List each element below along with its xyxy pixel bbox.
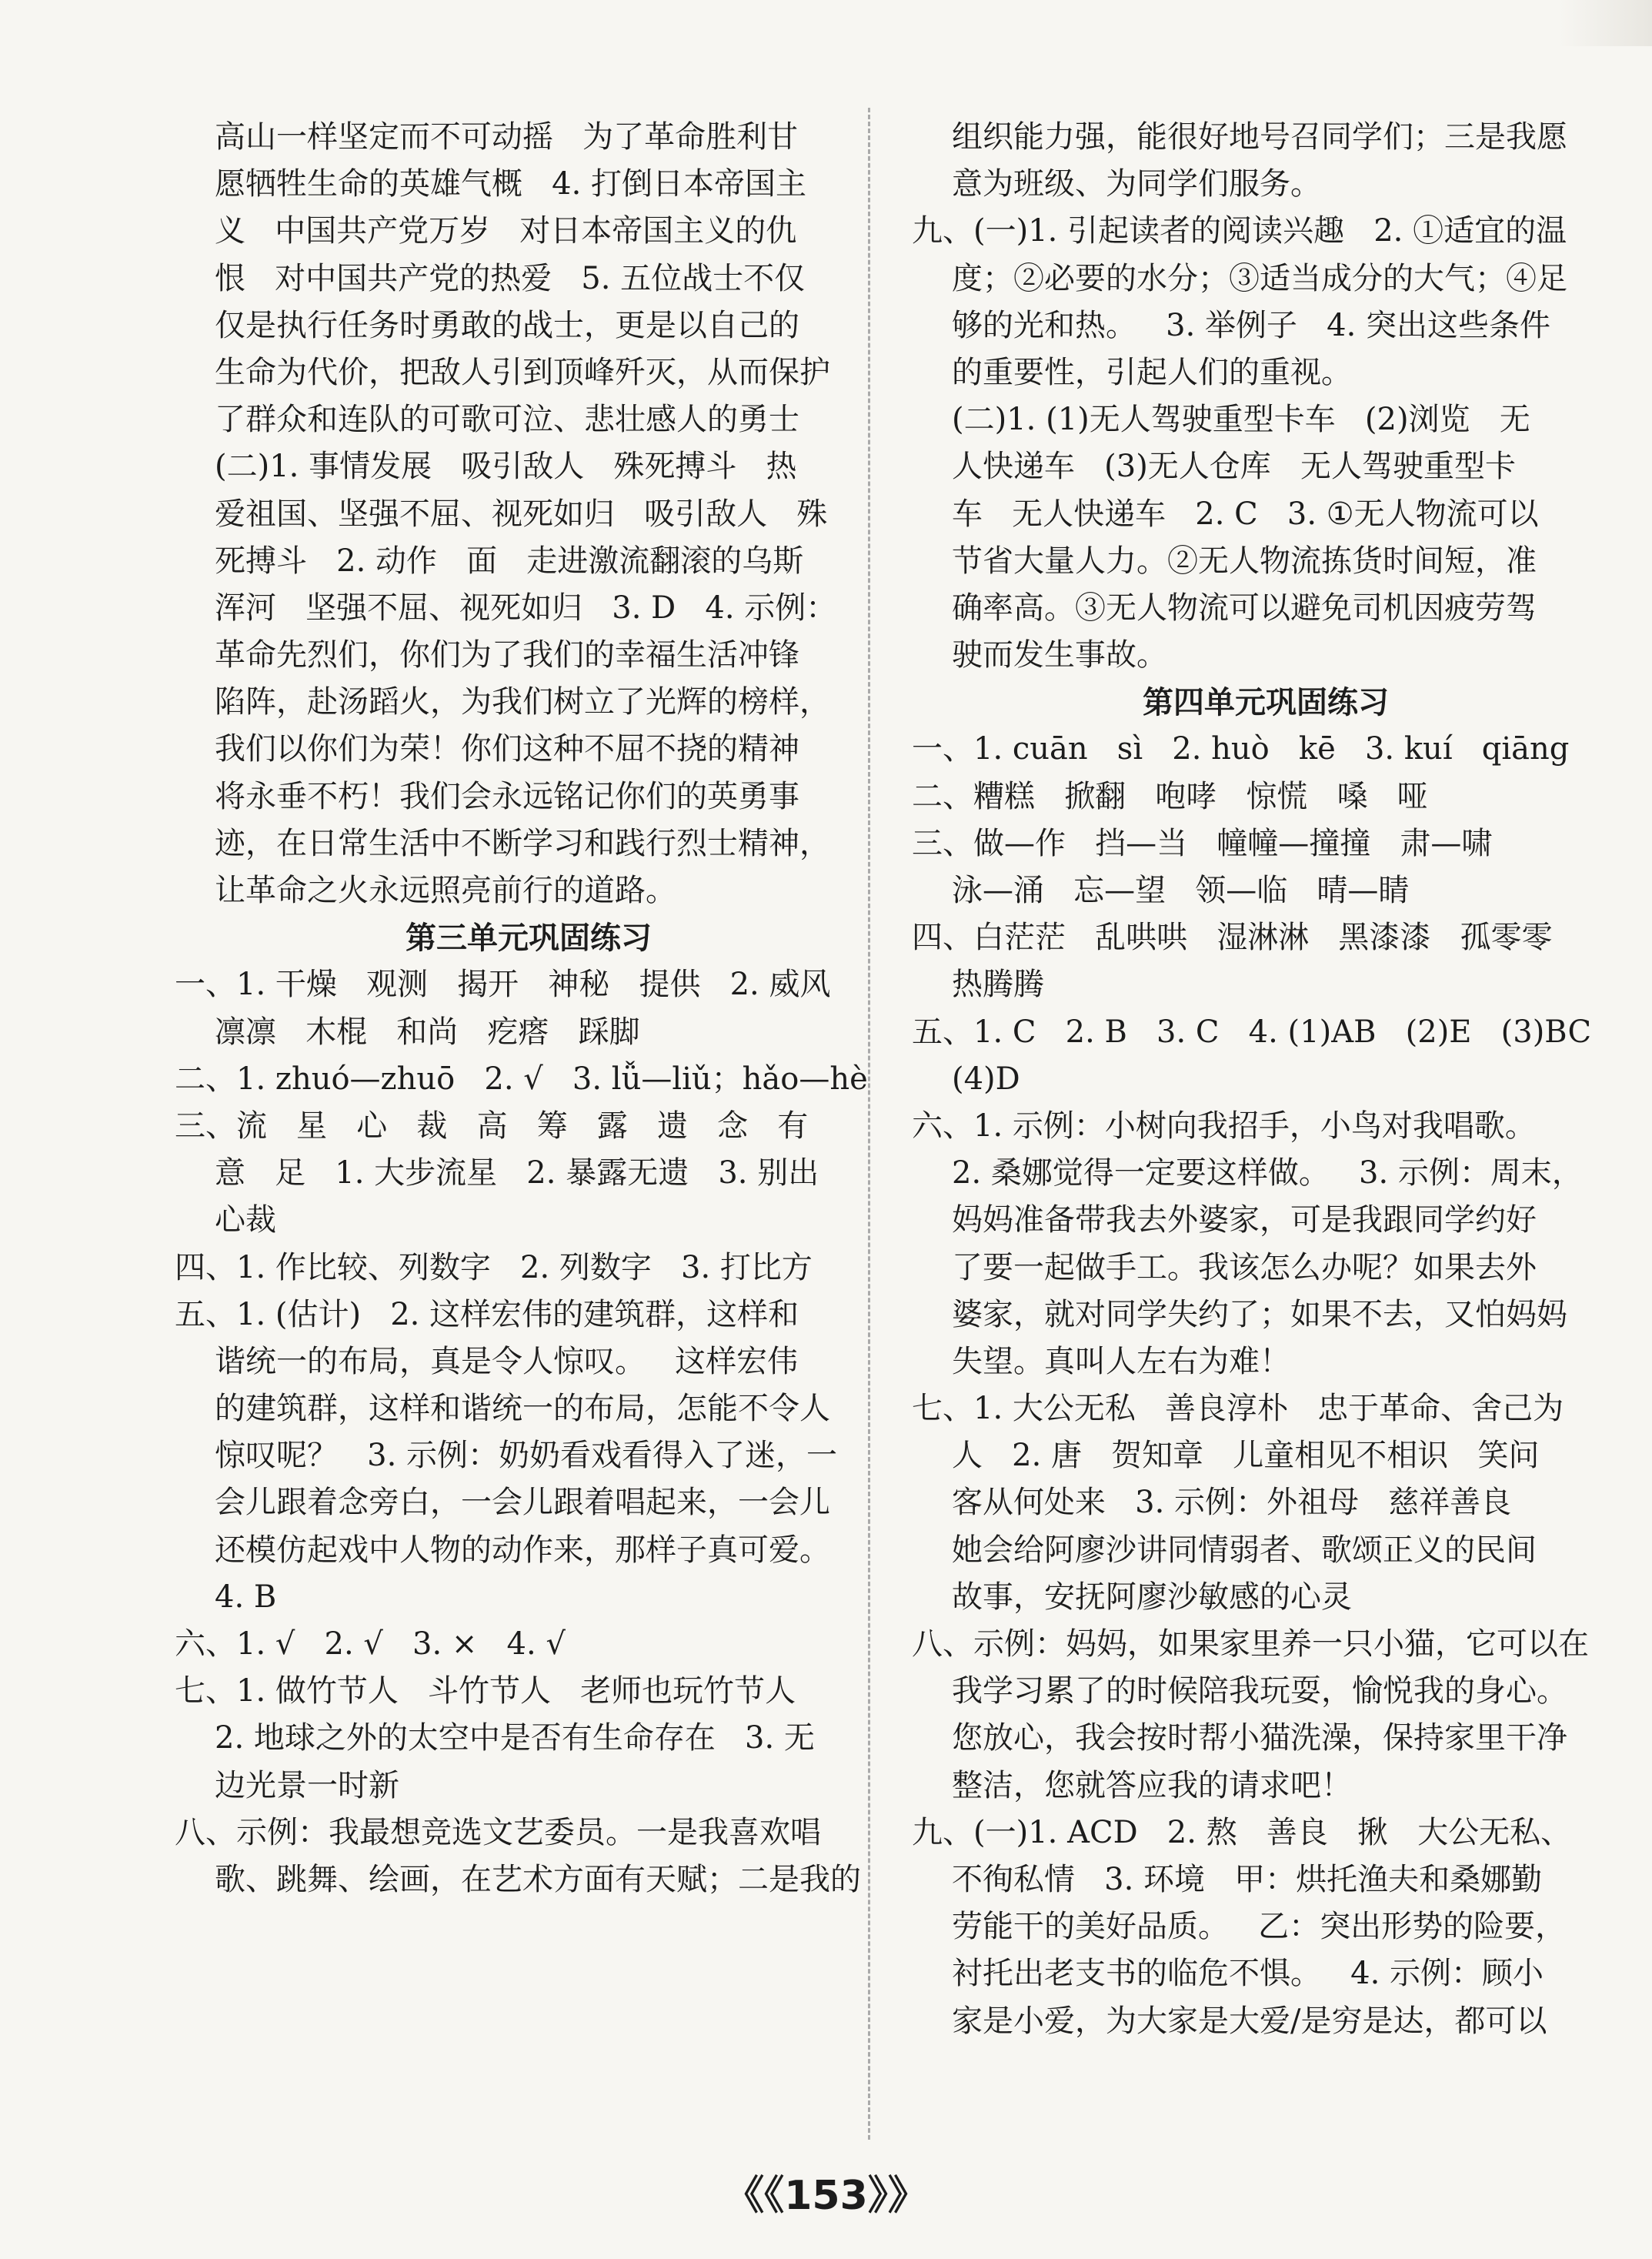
- section-heading: 第三单元巩固练习: [405, 920, 652, 957]
- answer-line: 人快递车 (3)无人仓库 无人驾驶重型卡: [952, 449, 1516, 485]
- answer-line: 我学习累了的时候陪我玩耍，愉悦我的身心。: [952, 1673, 1567, 1709]
- answer-line: 歌、跳舞、绘画，在艺术方面有天赋；二是我的: [215, 1861, 861, 1897]
- answer-line: 客从何处来 3. 示例：外祖母 慈祥善良: [952, 1485, 1512, 1521]
- answer-line: 了要一起做手工。我该怎么办呢？如果去外: [952, 1249, 1537, 1285]
- answer-line: 爱祖国、坚强不屈、视死如归 吸引敌人 殊: [215, 496, 828, 532]
- answer-line: 热腾腾: [952, 967, 1044, 1003]
- answer-line: 衬托出老支书的临危不惧。 4. 示例：顾小: [952, 1956, 1544, 1992]
- answer-line: 三、流 星 心 裁 高 筹 露 遗 念 有: [175, 1108, 809, 1144]
- page-number: 《《153》》: [724, 2173, 928, 2219]
- right-column: [912, 114, 1592, 2045]
- answer-line: 泳—涌 忘—望 领—临 晴—睛: [952, 873, 1410, 908]
- answer-line: 的重要性，引起人们的重视。: [952, 354, 1352, 390]
- column-divider: [868, 108, 870, 2140]
- answer-line: 革命先烈们，你们为了我们的幸福生活冲锋: [215, 637, 799, 673]
- answer-line: (4)D: [952, 1061, 1020, 1097]
- answer-line: 高山一样坚定而不可动摇 为了革命胜利甘: [215, 119, 799, 155]
- answer-line: 惊叹呢？ 3. 示例：奶奶看戏看得入了迷，一: [215, 1438, 838, 1474]
- answer-line: 的建筑群，这样和谐统一的布局，怎能不令人: [215, 1391, 830, 1427]
- answer-line: 4. B: [215, 1579, 277, 1615]
- answer-line: 心裁: [215, 1202, 276, 1238]
- answer-line: 意为班级、为同学们服务。: [952, 166, 1321, 202]
- answer-line: 人 2. 唐 贺知章 儿童相见不相识 笑问: [952, 1438, 1540, 1474]
- answer-line: 七、1. 做竹节人 斗竹节人 老师也玩竹节人: [175, 1673, 796, 1709]
- answer-line: 2. 地球之外的太空中是否有生命存在 3. 无: [215, 1720, 815, 1756]
- answer-line: 谐统一的布局，真是令人惊叹。 这样宏伟: [215, 1343, 799, 1379]
- section-heading: 第四单元巩固练习: [1143, 684, 1389, 721]
- answer-line: 六、1. √ 2. √ 3. × 4. √: [175, 1626, 566, 1662]
- answer-line: 一、1. 干燥 观测 揭开 神秘 提供 2. 威风: [175, 967, 831, 1003]
- answer-line: 生命为代价，把敌人引到顶峰歼灭，从而保护: [215, 354, 830, 390]
- answer-line: 浑河 坚强不屈、视死如归 3. D 4. 示例：: [215, 590, 837, 626]
- answer-line: 将永垂不朽！我们会永远铭记你们的英勇事: [215, 778, 799, 814]
- answer-line: 七、1. 大公无私 善良淳朴 忠于革命、舍己为: [912, 1391, 1564, 1427]
- answer-line: 了群众和连队的可歌可泣、悲壮感人的勇士: [215, 402, 799, 438]
- answer-line: 四、白茫茫 乱哄哄 湿淋淋 黑漆漆 孤零零: [912, 920, 1553, 956]
- answer-line: 陷阵，赴汤蹈火，为我们树立了光辉的榜样，: [215, 684, 830, 720]
- answer-line: 三、做—作 挡—当 幢幢—撞撞 肃—啸: [912, 825, 1493, 861]
- answer-line: 边光景一时新: [215, 1767, 399, 1803]
- answer-line: 不徇私情 3. 环境 甲：烘托渔夫和桑娜勤: [952, 1861, 1543, 1897]
- answer-line: 妈妈准备带我去外婆家，可是我跟同学约好: [952, 1202, 1537, 1238]
- corner-stamp: [1558, 0, 1652, 46]
- answer-line: 劳能干的美好品质。 乙：突出形势的险要，: [952, 1909, 1567, 1945]
- answer-line: 她会给阿廖沙讲同情弱者、歌颂正义的民间: [952, 1532, 1537, 1568]
- answer-line: 迹，在日常生活中不断学习和践行烈士精神，: [215, 825, 830, 861]
- answer-line: 仅是执行任务时勇敢的战士，更是以自己的: [215, 307, 799, 343]
- answer-line: 凛凛 木棍 和尚 疙瘩 踩脚: [215, 1014, 640, 1050]
- answer-line: 我们以你们为荣！你们这种不屈不挠的精神: [215, 731, 799, 767]
- answer-line: (二)1. (1)无人驾驶重型卡车 (2)浏览 无: [952, 402, 1530, 438]
- answer-line: (二)1. 事情发展 吸引敌人 殊死搏斗 热: [215, 449, 797, 485]
- answer-line: 二、1. zhuó—zhuō 2. √ 3. lǚ—liǔ；hǎo—hè: [175, 1061, 868, 1097]
- answer-line: 四、1. 作比较、列数字 2. 列数字 3. 打比方: [175, 1249, 813, 1285]
- answer-line: 还模仿起戏中人物的动作来，那样子真可爱。: [215, 1532, 830, 1568]
- answer-line: 2. 桑娜觉得一定要这样做。 3. 示例：周末，: [952, 1155, 1583, 1191]
- answer-line: 愿牺牲生命的英雄气概 4. 打倒日本帝国主: [215, 166, 807, 202]
- answer-line: 义 中国共产党万岁 对日本帝国主义的仇: [215, 213, 797, 249]
- left-column: [175, 114, 868, 1903]
- answer-line: 够的光和热。 3. 举例子 4. 突出这些条件: [952, 307, 1551, 343]
- answer-line: 九、(一)1. ACD 2. 熬 善良 揪 大公无私、: [912, 1814, 1572, 1850]
- answer-line: 节省大量人力。②无人物流拣货时间短，准: [952, 543, 1537, 579]
- answer-line: 意 足 1. 大步流星 2. 暴露无遗 3. 别出: [215, 1155, 819, 1191]
- answer-line: 度；②必要的水分；③适当成分的大气；④足: [952, 260, 1567, 296]
- answer-line: 车 无人快递车 2. C 3. ①无人物流可以: [952, 496, 1539, 532]
- answer-line: 六、1. 示例：小树向我招手，小鸟对我唱歌。: [912, 1108, 1536, 1144]
- answer-line: 死搏斗 2. 动作 面 走进激流翻滚的乌斯: [215, 543, 804, 579]
- answer-line: 一、1. cuān sì 2. huò kē 3. kuí qiāng: [912, 731, 1570, 767]
- answer-line: 五、1. (估计) 2. 这样宏伟的建筑群，这样和: [175, 1296, 799, 1332]
- answer-line: 组织能力强，能很好地号召同学们；三是我愿: [952, 119, 1567, 155]
- answer-line: 五、1. C 2. B 3. C 4. (1)AB (2)E (3)BC: [912, 1014, 1592, 1050]
- answer-line: 八、示例：我最想竞选文艺委员。一是我喜欢唱: [175, 1814, 821, 1850]
- answer-line: 恨 对中国共产党的热爱 5. 五位战士不仅: [215, 260, 806, 296]
- answer-line: 确率高。③无人物流可以避免司机因疲劳驾: [952, 590, 1537, 626]
- answer-line: 让革命之火永远照亮前行的道路。: [215, 873, 676, 908]
- answer-line: 您放心，我会按时帮小猫洗澡，保持家里干净: [952, 1720, 1567, 1756]
- answer-line: 失望。真叫人左右为难！: [952, 1343, 1290, 1379]
- answer-line: 八、示例：妈妈，如果家里养一只小猫，它可以在: [912, 1626, 1589, 1662]
- answer-line: 婆家，就对同学失约了；如果不去，又怕妈妈: [952, 1296, 1567, 1332]
- answer-line: 整洁，您就答应我的请求吧！: [952, 1767, 1352, 1803]
- answer-line: 会儿跟着念旁白，一会儿跟着唱起来，一会儿: [215, 1485, 830, 1521]
- answer-line: 故事，安抚阿廖沙敏感的心灵: [952, 1579, 1352, 1615]
- answer-line: 驶而发生事故。: [952, 637, 1167, 673]
- answer-line: 家是小爱，为大家是大爱/是穷是达，都可以: [952, 2003, 1547, 2039]
- answer-line: 九、(一)1. 引起读者的阅读兴趣 2. ①适宜的温: [912, 213, 1567, 249]
- answer-line: 二、糟糕 掀翻 咆哮 惊慌 嗓 哑: [912, 778, 1428, 814]
